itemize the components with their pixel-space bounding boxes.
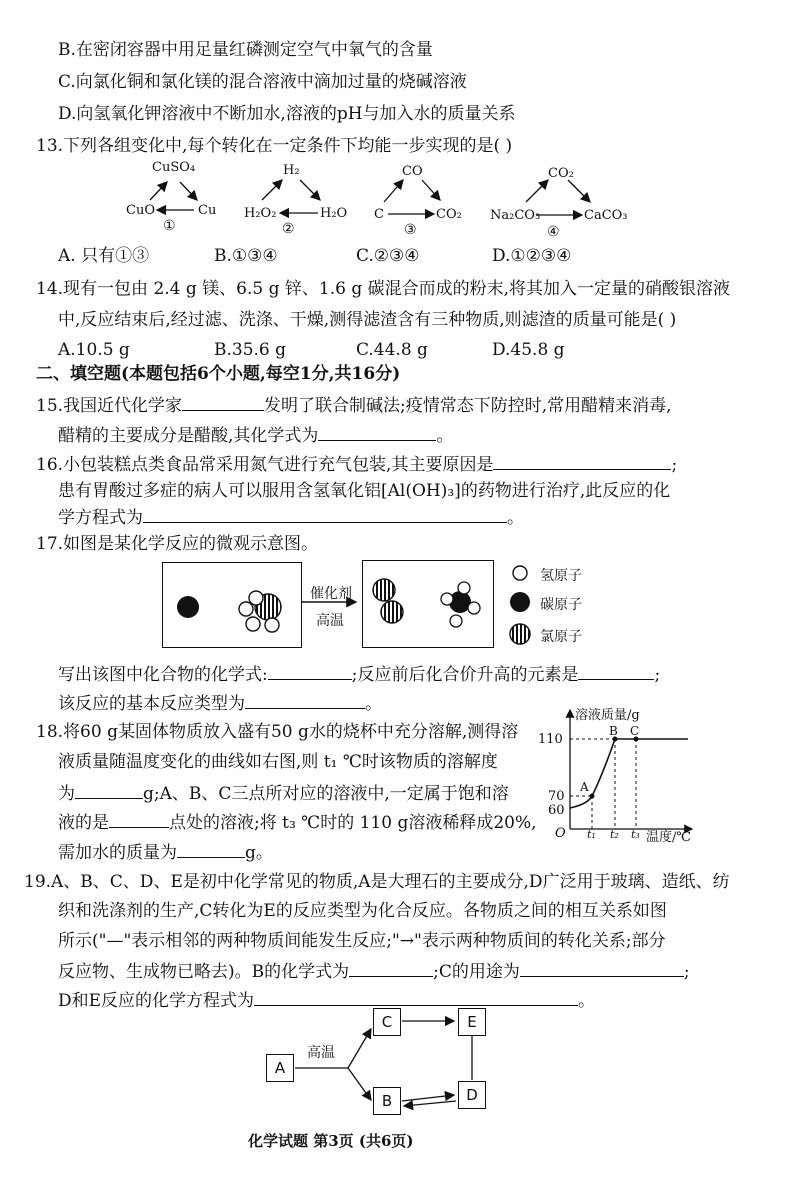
- q19-line3: 所示("—"表示相邻的两种物质间能发生反应;"→"表示两种物质间的转化关系;部分: [58, 931, 666, 951]
- q16-line3: [58, 506, 524, 528]
- q18-graph-xlabel: 温度/℃: [646, 830, 691, 845]
- q18-graph-point-a: A: [580, 780, 589, 794]
- q14-option-d: D.45.8 g: [492, 340, 565, 360]
- q13-g3-num: ③: [404, 222, 417, 238]
- q18-text-b: g;A、B、C三点所对应的溶液中,一定属于饱和溶: [143, 784, 509, 804]
- q18-graph-ytick-60: 60: [548, 803, 565, 818]
- q12-option-b: B.在密闭容器中用足量红磷测定空气中氧气的含量: [58, 40, 433, 60]
- q17-text-d: 该反应的基本反应类型为: [58, 694, 245, 714]
- q13-g2-right: H₂O: [320, 206, 348, 221]
- q16-text-a: 16.小包装糕点类食品常采用氮气进行充气包装,其主要原因是: [36, 455, 494, 475]
- q18-graph-point-b: B: [609, 724, 618, 738]
- q17-text-c: ;: [654, 665, 661, 685]
- q18-graph-xtick-t1: t₁: [587, 828, 596, 841]
- q13-cycle-arrows: [0, 0, 794, 260]
- q18-graph-ylabel: 溶液质量/g: [575, 708, 640, 723]
- q16-line2: 患有胃酸过多症的病人可以服用含氢氧化铝[Al(OH)₃]的药物进行治疗,此反应的化: [58, 481, 671, 501]
- q19-text-a: 反应物、生成物已略去)。B的化学式为: [58, 962, 350, 982]
- q17-legend-symbols: [508, 560, 538, 648]
- q17-blank-3[interactable]: [245, 692, 365, 709]
- q15-line1: [36, 394, 672, 416]
- q12-option-c: C.向氯化铜和氯化镁的混合溶液中滴加过量的烧碱溶液: [58, 72, 467, 92]
- q19-blank-2[interactable]: [520, 960, 684, 977]
- q13-g2-left: H₂O₂: [244, 206, 277, 221]
- q13-g1-top: CuSO₄: [152, 160, 196, 175]
- q16-blank-2[interactable]: [143, 506, 507, 523]
- q18-graph-origin: O: [555, 826, 566, 841]
- q13-g3-top: CO: [402, 164, 423, 179]
- q19-text-b: ;C的用途为: [433, 962, 520, 982]
- q16-text-b: ;: [671, 455, 678, 475]
- q14-option-c: C.44.8 g: [356, 340, 428, 360]
- q18-line5: [58, 841, 273, 863]
- q19-line4: [58, 960, 690, 982]
- q19-text-d: D和E反应的化学方程式为: [58, 991, 255, 1011]
- q17-condition-high-temp: 高温: [316, 613, 344, 629]
- q18-blank-2[interactable]: [109, 811, 169, 828]
- q19-node-d: D: [458, 1081, 486, 1109]
- q18-graph-ytick-70: 70: [548, 789, 565, 804]
- q18-line4: [58, 811, 537, 833]
- q13-g1-right: Cu: [198, 203, 217, 218]
- q13-g4-left: Na₂CO₃: [490, 208, 541, 223]
- q15-line2: [58, 424, 453, 446]
- q18-graph-ytick-110: 110: [538, 732, 563, 747]
- q13-g4-top: CO₂: [548, 166, 574, 181]
- q16-line1: [36, 453, 677, 475]
- q17-line1: [58, 663, 660, 685]
- q14-line1: 14.现有一包由 2.4 g 镁、6.5 g 锌、1.6 g 碳混合而成的粉末,将其加入一定量的硝酸银溶液: [36, 279, 731, 299]
- q13-g4-right: CaCO₃: [584, 208, 628, 223]
- q13-g3-left: C: [374, 207, 384, 222]
- q16-text-c: 学方程式为: [58, 508, 143, 528]
- q18-line1: 18.将60 g某固体物质放入盛有50 g水的烧杯中充分溶解,测得溶: [36, 722, 519, 742]
- q17-molecule-diagram: [160, 558, 500, 650]
- q17-text-a: 写出该图中化合物的化学式:: [58, 665, 268, 685]
- q12-option-d: D.向氢氧化钾溶液中不断加水,溶液的pH与加入水的质量关系: [58, 104, 516, 124]
- section-2-heading: 二、填空题(本题包括6个小题,每空1分,共16分): [36, 364, 401, 384]
- q13-g1-num: ①: [163, 218, 176, 234]
- q15-blank-2[interactable]: [318, 424, 436, 441]
- q19-line1: 19.A、B、C、D、E是初中化学常见的物质,A是大理石的主要成分,D广泛用于玻璃、造纸、纺: [24, 872, 730, 892]
- q17-legend-carbon: 碳原子: [540, 597, 582, 613]
- q19-blank-1[interactable]: [349, 960, 433, 977]
- q15-text-c: 醋精的主要成分是醋酸,其化学式为: [58, 426, 319, 446]
- q18-line3: [58, 782, 509, 804]
- q19-node-c: C: [373, 1008, 401, 1036]
- q15-blank-1[interactable]: [182, 394, 264, 411]
- q18-text-a: 为: [58, 784, 75, 804]
- page-footer: 化学试题 第3页 (共6页): [248, 1132, 414, 1150]
- q18-graph-xtick-t3: t₃: [631, 828, 640, 841]
- q13-g2-num: ②: [282, 221, 295, 237]
- q18-solubility-graph: [540, 704, 700, 844]
- q13-option-a: A. 只有①③: [58, 246, 150, 266]
- q14-line2: 中,反应结束后,经过滤、洗涤、干燥,测得滤渣含有三种物质,则滤渣的质量可能是( ): [58, 310, 677, 330]
- q15-text-b: 发明了联合制碱法;疫情常态下防控时,常用醋精来消毒,: [264, 396, 672, 416]
- q13-option-d: D.①②③④: [492, 246, 572, 266]
- q17-condition-catalyst: 催化剂: [310, 586, 352, 602]
- q19-node-e: E: [458, 1008, 486, 1036]
- q13-g3-right: CO₂: [436, 207, 462, 222]
- q19-node-b: B: [373, 1087, 401, 1115]
- q18-text-e: 需加水的质量为: [58, 843, 177, 863]
- q14-option-a: A.10.5 g: [58, 340, 130, 360]
- q13-option-c: C.②③④: [356, 246, 420, 266]
- q17-legend-chlorine: 氯原子: [540, 629, 582, 645]
- q19-text-c: ;: [683, 962, 690, 982]
- q13-stem: 13.下列各组变化中,每个转化在一定条件下均能一步实现的是( ): [36, 136, 513, 156]
- q14-option-b: B.35.6 g: [214, 340, 287, 360]
- q18-graph-point-c: C: [630, 724, 640, 738]
- q15-text-a: 15.我国近代化学家: [36, 396, 183, 416]
- q18-text-d: 点处的溶液;将 t₃ ℃时的 110 g溶液稀释成20%,: [169, 813, 537, 833]
- q17-stem: 17.如图是某化学反应的微观示意图。: [36, 534, 319, 554]
- q17-text-b: ;反应前后化合价升高的元素是: [351, 665, 579, 685]
- q19-line2: 织和洗涤剂的生产,C转化为E的反应类型为化合反应。各物质之间的相互关系如图: [58, 901, 667, 921]
- q16-text-d: 。: [507, 508, 524, 528]
- q19-condition-high-temp: 高温: [307, 1045, 335, 1061]
- q16-blank-1[interactable]: [493, 453, 671, 470]
- q15-text-d: 。: [436, 426, 454, 446]
- q18-line2: 液质量随温度变化的曲线如右图,则 t₁ ℃时该物质的溶解度: [58, 752, 498, 772]
- q13-g4-num: ④: [547, 224, 560, 240]
- q18-text-f: g。: [245, 843, 273, 863]
- q13-option-b: B.①③④: [214, 246, 278, 266]
- q17-blank-2[interactable]: [578, 663, 654, 680]
- q17-blank-1[interactable]: [268, 663, 352, 680]
- q18-graph-xtick-t2: t₂: [610, 828, 619, 841]
- q18-text-c: 液的是: [58, 813, 109, 833]
- q18-blank-3[interactable]: [177, 841, 245, 858]
- q17-line2: [58, 692, 382, 714]
- q13-g1-left: CuO: [126, 203, 155, 218]
- q17-text-e: 。: [365, 694, 382, 714]
- q19-node-a: A: [266, 1054, 294, 1082]
- q19-text-e: 。: [578, 991, 596, 1011]
- q13-g2-top: H₂: [283, 163, 300, 178]
- q18-blank-1[interactable]: [75, 782, 143, 799]
- q19-blank-3[interactable]: [254, 989, 578, 1006]
- q17-legend-hydrogen: 氢原子: [540, 568, 582, 584]
